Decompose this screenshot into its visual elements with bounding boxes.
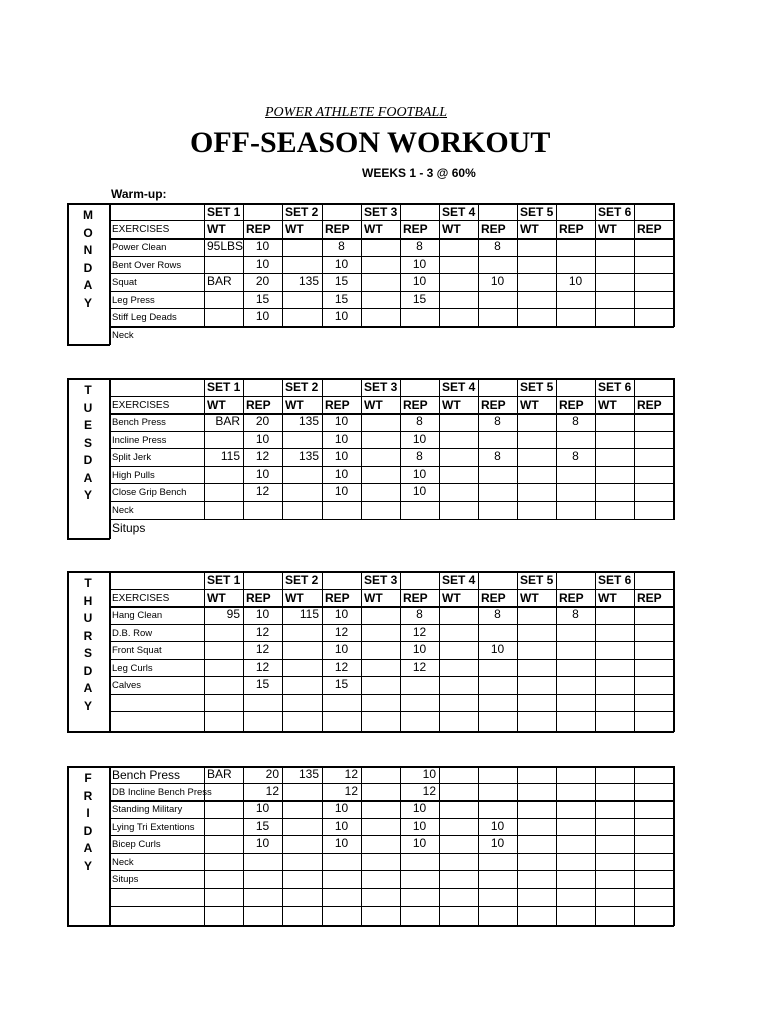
grid-line [556, 378, 557, 520]
grid-line [109, 783, 674, 784]
grid-line [634, 766, 635, 926]
column-label: REP [325, 398, 350, 412]
column-label: WT [598, 398, 617, 412]
grid-line [322, 378, 323, 520]
day-label-border [67, 538, 110, 540]
table-cell-value: 10 [412, 819, 427, 833]
day-letter-monday: M [83, 208, 93, 222]
column-label: REP [559, 398, 584, 412]
set-header: SET 2 [285, 380, 319, 394]
day-letter-thursday: S [83, 646, 92, 660]
day-letter-thursday: R [83, 628, 93, 643]
grid-line [400, 378, 401, 520]
grid-line [282, 766, 283, 926]
table-cell-value: 8 [494, 414, 501, 428]
exercise-name: Neck [112, 857, 134, 868]
table-cell-value: 12 [255, 660, 270, 674]
column-label: REP [403, 591, 428, 605]
grid-line [109, 624, 674, 625]
grid-line [517, 766, 518, 926]
grid-line [109, 906, 674, 907]
exercise-name: Situps [112, 874, 139, 885]
exercise-name: High Pulls [112, 470, 155, 481]
table-cell-value: 135 [298, 414, 319, 428]
table-cell-value: 12 [265, 784, 279, 798]
day-letter-tuesday: S [83, 435, 92, 450]
column-label: WT [520, 222, 539, 236]
column-label: REP [481, 398, 506, 412]
grid-line [478, 203, 479, 327]
set-header: SET 1 [207, 205, 241, 219]
table-cell-value: 135 [298, 767, 319, 781]
sheet-title: OFF-SEASON WORKOUT [190, 126, 551, 159]
day-letter-monday: N [83, 243, 93, 257]
grid-line [109, 466, 674, 467]
column-label: WT [520, 398, 539, 412]
column-label: WT [520, 591, 539, 605]
day-letter-thursday: Y [83, 698, 92, 713]
grid-line [634, 571, 635, 732]
day-letter-tuesday: A [83, 470, 93, 485]
table-cell-value: 10 [334, 467, 349, 481]
table-cell-value: 10 [255, 257, 270, 271]
grid-line [634, 378, 635, 520]
day-letter-thursday: D [83, 663, 93, 678]
grid-line [109, 766, 111, 926]
table-cell-value: 8 [494, 239, 501, 253]
grid-line [673, 571, 675, 732]
table-cell-value: 135 [298, 274, 319, 288]
grid-line [595, 766, 596, 926]
day-label-border [67, 378, 110, 380]
table-cell-value: 10 [412, 801, 427, 815]
day-letter-friday: A [83, 841, 93, 855]
grid-line [109, 483, 674, 484]
grid-line [439, 766, 440, 926]
column-label: REP [403, 398, 428, 412]
table-cell-value: 12 [255, 484, 270, 498]
column-label: REP [481, 222, 506, 236]
set-header: SET 1 [207, 380, 241, 394]
grid-line [243, 378, 244, 520]
day-letter-friday: D [83, 823, 93, 838]
table-cell-value: 8 [494, 449, 501, 463]
table-cell-value: 15 [334, 274, 349, 288]
table-cell-value: 10 [490, 642, 505, 656]
table-cell-value: 10 [334, 257, 349, 271]
column-label: WT [598, 222, 617, 236]
column-label: REP [325, 222, 350, 236]
table-cell-value: 10 [334, 414, 349, 428]
column-label: WT [364, 222, 383, 236]
grid-line [556, 766, 557, 926]
grid-line [109, 800, 674, 802]
column-label: REP [246, 398, 271, 412]
day-letter-thursday: T [84, 576, 92, 590]
table-cell-value: 10 [490, 836, 505, 850]
table-cell-value: 10 [490, 819, 505, 833]
column-label: REP [481, 591, 506, 605]
day-letter-tuesday: D [83, 453, 93, 467]
table-cell-value: 10 [255, 836, 270, 850]
exercises-header: EXERCISES [112, 593, 170, 604]
grid-line [204, 378, 205, 520]
column-label: REP [637, 398, 662, 412]
column-label: REP [403, 222, 428, 236]
warmup-label: Warm-up: [111, 187, 167, 201]
set-header: SET 6 [598, 205, 632, 219]
grid-line [109, 694, 674, 695]
grid-line [109, 326, 674, 328]
grid-line [282, 571, 283, 732]
set-header: SET 4 [442, 380, 476, 394]
exercise-name: Squat [112, 277, 137, 288]
grid-line [478, 378, 479, 520]
grid-line [109, 431, 674, 432]
column-label: REP [637, 591, 662, 605]
table-cell-value: 20 [255, 274, 270, 288]
exercise-name: Incline Press [112, 435, 167, 446]
column-label: WT [598, 591, 617, 605]
column-label: REP [325, 591, 350, 605]
grid-line [109, 731, 674, 733]
exercises-header: EXERCISES [112, 400, 170, 411]
day-letter-monday: D [83, 260, 93, 275]
grid-line [556, 203, 557, 327]
grid-line [282, 203, 283, 327]
set-header: SET 4 [442, 205, 476, 219]
table-cell-value: 12 [344, 767, 358, 781]
table-cell-value: 10 [334, 449, 349, 463]
grid-line [109, 589, 674, 590]
day-letter-friday: F [84, 771, 92, 785]
day-letter-friday: I [86, 806, 90, 820]
day-letter-friday: Y [83, 858, 92, 873]
exercise-name: Hang Clean [112, 610, 163, 621]
grid-line [517, 378, 518, 520]
table-cell-value: 20 [255, 414, 270, 428]
grid-line [109, 676, 674, 677]
grid-line [361, 766, 362, 926]
table-cell-value: 10 [412, 274, 427, 288]
grid-line [109, 818, 674, 819]
exercise-name: Lying Tri Extentions [112, 822, 195, 833]
table-cell-value: 135 [298, 449, 319, 463]
table-cell-value: 10 [412, 467, 427, 481]
table-cell-value: 10 [334, 607, 349, 621]
day-label-border [67, 766, 110, 768]
grid-line [109, 519, 674, 520]
table-cell-value: 8 [416, 449, 423, 463]
day-letter-thursday: U [83, 611, 93, 625]
day-label-border [67, 203, 69, 345]
column-label: REP [246, 591, 271, 605]
grid-line [439, 571, 440, 732]
column-label: REP [637, 222, 662, 236]
table-cell-value: 12 [334, 660, 349, 674]
exercises-header: EXERCISES [112, 224, 170, 235]
table-cell-value: 15 [412, 292, 427, 306]
table-cell-value: 10 [412, 836, 427, 850]
exercise-name: Close Grip Bench [112, 487, 187, 498]
day-label-border [67, 731, 110, 733]
column-label: WT [207, 398, 226, 412]
table-cell-value: 12 [255, 449, 270, 463]
grid-line [109, 203, 111, 345]
exercise-name: Front Squat [112, 645, 162, 656]
day-label-border [67, 571, 110, 573]
table-cell-value: 10 [490, 274, 505, 288]
table-cell-value: 8 [572, 607, 579, 621]
day-letter-tuesday: E [83, 418, 92, 432]
table-cell-value: 15 [255, 677, 270, 691]
column-label: WT [285, 398, 304, 412]
set-header: SET 6 [598, 380, 632, 394]
table-cell-value: 10 [422, 767, 436, 781]
exercise-name: DB Incline Bench Press [112, 787, 212, 798]
grid-line [361, 378, 362, 520]
column-label: REP [559, 222, 584, 236]
table-cell-value: 10 [334, 309, 349, 323]
table-cell-value: 12 [412, 625, 427, 639]
column-label: WT [364, 398, 383, 412]
table-cell-value: 10 [255, 467, 270, 481]
set-header: SET 5 [520, 205, 554, 219]
table-cell-value: 15 [255, 819, 270, 833]
table-cell-value: 8 [416, 414, 423, 428]
day-letter-monday: O [83, 225, 93, 240]
exercise-name: Neck [112, 330, 134, 341]
grid-line [282, 378, 283, 520]
table-cell-value: BAR [207, 767, 232, 781]
grid-line [595, 571, 596, 732]
day-letter-tuesday: Y [83, 488, 92, 502]
grid-line [109, 571, 111, 732]
grid-line [109, 238, 674, 240]
day-letter-monday: A [83, 278, 93, 292]
grid-line [517, 571, 518, 732]
table-cell-value: 10 [412, 484, 427, 498]
table-cell-value: 12 [255, 625, 270, 639]
table-cell-value: 15 [334, 677, 349, 691]
grid-line [109, 853, 674, 854]
exercise-name: Power Clean [112, 242, 167, 253]
grid-line [109, 925, 674, 927]
column-label: REP [559, 591, 584, 605]
table-cell-value: 10 [334, 819, 349, 833]
table-cell-value: 10 [255, 309, 270, 323]
exercise-name: Stiff Leg Deads [112, 312, 177, 323]
grid-line [595, 378, 596, 520]
table-cell-value: 15 [255, 292, 270, 306]
grid-line [109, 220, 674, 221]
grid-line [109, 835, 674, 836]
grid-line [109, 308, 674, 309]
column-label: WT [442, 398, 461, 412]
table-cell-value: 95LBS [207, 239, 244, 253]
exercise-name: Bench Press [112, 768, 181, 782]
grid-line [109, 396, 674, 397]
grid-line [109, 378, 111, 539]
grid-line [109, 448, 674, 449]
column-label: WT [285, 222, 304, 236]
table-cell-value: 10 [334, 801, 349, 815]
table-cell-value: 10 [568, 274, 583, 288]
exercise-name: Bent Over Rows [112, 260, 182, 271]
grid-line [109, 256, 674, 257]
grid-line [673, 203, 675, 327]
table-cell-value: 12 [422, 784, 436, 798]
table-cell-value: 12 [412, 660, 427, 674]
exercise-name: Bicep Curls [112, 839, 161, 850]
grid-line [595, 203, 596, 327]
grid-line [204, 571, 205, 732]
exercise-name: D.B. Row [112, 628, 153, 639]
set-header: SET 3 [364, 205, 398, 219]
set-header: SET 4 [442, 573, 476, 587]
grid-line [517, 203, 518, 327]
table-cell-value: 8 [572, 414, 579, 428]
exercise-name: Situps [112, 521, 146, 535]
day-letter-friday: R [83, 788, 93, 803]
table-cell-value: 8 [494, 607, 501, 621]
grid-line [439, 378, 440, 520]
day-label-border [67, 203, 110, 205]
grid-line [673, 378, 675, 520]
grid-line [634, 203, 635, 327]
column-label: WT [285, 591, 304, 605]
column-label: WT [442, 222, 461, 236]
exercise-name: Standing Military [112, 804, 183, 815]
grid-line [109, 870, 674, 871]
exercise-name: Bench Press [112, 417, 166, 428]
weeks-label: WEEKS 1 - 3 @ 60% [362, 166, 476, 180]
table-cell-value: 12 [255, 642, 270, 656]
set-header: SET 2 [285, 205, 319, 219]
table-cell-value: 10 [412, 257, 427, 271]
table-cell-value: 10 [334, 642, 349, 656]
set-header: SET 2 [285, 573, 319, 587]
grid-line [109, 501, 674, 502]
grid-line [109, 273, 674, 274]
table-cell-value: 10 [255, 801, 270, 815]
set-header: SET 3 [364, 380, 398, 394]
table-cell-value: 10 [412, 642, 427, 656]
day-letter-monday: Y [83, 295, 92, 310]
day-letter-thursday: A [83, 681, 93, 695]
exercise-name: Neck [112, 505, 134, 516]
table-cell-value: 95 [226, 607, 240, 621]
grid-line [109, 659, 674, 660]
column-label: REP [246, 222, 271, 236]
table-cell-value: 8 [416, 239, 423, 253]
table-cell-value: 10 [334, 432, 349, 446]
table-cell-value: 10 [412, 432, 427, 446]
set-header: SET 1 [207, 573, 241, 587]
grid-line [556, 571, 557, 732]
table-cell-value: BAR [215, 414, 240, 428]
day-letter-tuesday: T [84, 383, 92, 397]
grid-line [109, 641, 674, 642]
day-label-border [67, 925, 110, 927]
table-cell-value: 15 [334, 292, 349, 306]
sheet-subtitle: POWER ATHLETE FOOTBALL [265, 105, 448, 120]
set-header: SET 5 [520, 380, 554, 394]
table-cell-value: 12 [344, 784, 358, 798]
table-cell-value: 10 [334, 484, 349, 498]
set-header: SET 3 [364, 573, 398, 587]
grid-line [204, 203, 205, 327]
column-label: WT [364, 591, 383, 605]
set-header: SET 5 [520, 573, 554, 587]
table-cell-value: 115 [220, 449, 240, 463]
exercise-name: Leg Curls [112, 663, 153, 674]
table-cell-value: 12 [334, 625, 349, 639]
table-cell-value: 8 [572, 449, 579, 463]
table-cell-value: 10 [255, 239, 270, 253]
day-letter-thursday: H [83, 593, 93, 608]
grid-line [109, 766, 674, 768]
grid-line [361, 571, 362, 732]
table-cell-value: BAR [207, 274, 232, 288]
table-cell-value: 115 [299, 607, 319, 621]
grid-line [361, 203, 362, 327]
column-label: WT [207, 591, 226, 605]
day-label-border [67, 344, 110, 346]
table-cell-value: 10 [255, 432, 270, 446]
exercise-name: Calves [112, 680, 142, 691]
set-header: SET 6 [598, 573, 632, 587]
grid-line [439, 203, 440, 327]
grid-line [673, 766, 675, 926]
table-cell-value: 8 [416, 607, 423, 621]
table-cell-value: 10 [255, 607, 270, 621]
exercise-name: Split Jerk [112, 452, 152, 463]
table-cell-value: 8 [338, 239, 345, 253]
exercise-name: Leg Press [112, 295, 155, 306]
day-letter-tuesday: U [83, 400, 93, 415]
grid-line [109, 291, 674, 292]
table-cell-value: 20 [265, 767, 279, 781]
column-label: WT [207, 222, 226, 236]
column-label: WT [442, 591, 461, 605]
table-cell-value: 10 [334, 836, 349, 850]
grid-line [109, 711, 674, 712]
grid-line [109, 888, 674, 889]
